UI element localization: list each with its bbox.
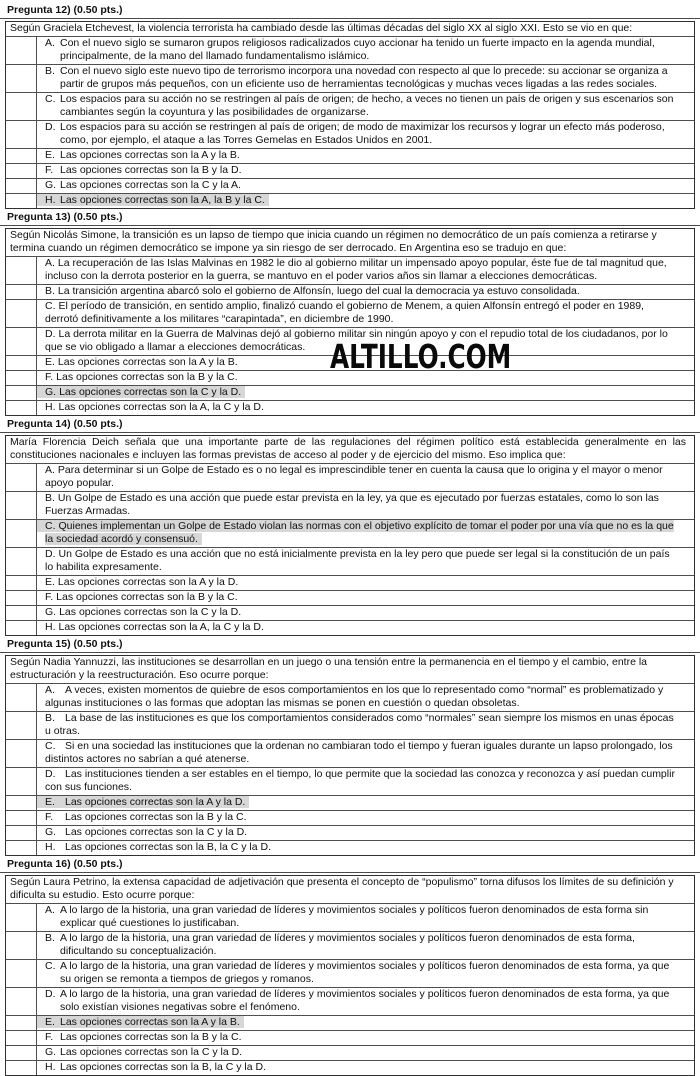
option-label: Las opciones correctas son la A y la D. xyxy=(57,576,239,588)
option-row xyxy=(6,684,694,712)
option-content xyxy=(45,300,644,325)
option-letter: D. xyxy=(45,328,56,340)
option-content xyxy=(45,1046,242,1058)
option-row xyxy=(6,768,694,796)
question-intro: Según Nicolás Simone, la transición es un lapso de tiempo que inicia cuando un régimen no democrático de un país comienza a retirarse y termina cuando un régimen democrático se impone ya sin riesgo de ser derrocado. En Argentina eso se tradujo en que: xyxy=(6,229,694,257)
option-label: Las opciones correctas son la B y la C. xyxy=(56,371,238,383)
option-row xyxy=(6,904,694,932)
option-label: La base de las instituciones es que los comportamientos considerados como “normales” sean siempre los mismos en unas épocas u otras. xyxy=(45,712,674,737)
option-label: Las opciones correctas son la C y la D. xyxy=(60,1046,243,1058)
option-marker-cell xyxy=(6,328,37,355)
option-content xyxy=(45,1061,266,1073)
option-text-cell xyxy=(37,179,694,193)
option-content xyxy=(45,371,238,383)
option-text-cell xyxy=(37,464,694,491)
option-label: A lo largo de la historia, una gran variedad de líderes y movimientos sociales y políticos fueron denominados de esta forma, dificultando su conceptualización. xyxy=(60,932,635,957)
option-letter: F. xyxy=(45,811,54,823)
option-content xyxy=(45,591,238,603)
option-row xyxy=(6,121,694,149)
option-letter: G. xyxy=(45,606,57,618)
option-content xyxy=(45,356,238,368)
option-row xyxy=(6,37,694,65)
option-row xyxy=(6,591,694,606)
option-text-cell xyxy=(37,93,694,120)
option-row xyxy=(6,257,694,285)
option-marker-cell xyxy=(6,492,37,519)
option-marker-cell xyxy=(6,621,37,635)
option-letter: E. xyxy=(45,1016,55,1028)
option-text-cell xyxy=(37,149,694,163)
option-marker-cell xyxy=(6,121,37,148)
option-letter: D. xyxy=(45,121,56,133)
option-row xyxy=(6,149,694,164)
option-marker-cell xyxy=(6,1061,37,1075)
option-label: Las opciones correctas son la A y la D. xyxy=(65,796,246,808)
question-intro: Según Nadia Yannuzzi, las instituciones se desarrollan en un juego o una tensión entre la permanencia en el tiempo y el cambio, entre la estructuración y la reestructuración. Eso ocurre porque: xyxy=(6,656,694,684)
option-letter: B. xyxy=(45,285,55,297)
option-row xyxy=(6,621,694,635)
option-text-cell xyxy=(37,65,694,92)
option-text-cell xyxy=(37,194,694,208)
option-letter: C. xyxy=(45,960,56,972)
option-text-cell xyxy=(37,1016,694,1030)
selected-answer-highlight xyxy=(45,796,245,808)
option-row xyxy=(6,1031,694,1046)
option-marker-cell xyxy=(6,194,37,208)
option-letter: G. xyxy=(45,826,57,838)
option-label: Quienes implementan un Golpe de Estado violan las normas con el objetivo explícito de tomar el poder por una vía que no es la que la sociedad acordó y consensuó. xyxy=(45,520,674,545)
option-marker-cell xyxy=(6,164,37,178)
question-intro: Según Graciela Etchevest, la violencia terrorista ha cambiado desde las últimas décadas del siglo XX al siglo XXI. Esto se vio en que: xyxy=(6,22,694,37)
option-marker-cell xyxy=(6,591,37,605)
option-marker-cell xyxy=(6,904,37,931)
option-label: Las opciones correctas son la C y la D. xyxy=(65,826,248,838)
option-letter: H. xyxy=(45,1061,56,1073)
option-marker-cell xyxy=(6,300,37,327)
option-text-cell xyxy=(37,606,694,620)
option-text-cell xyxy=(37,1061,694,1075)
option-content xyxy=(45,811,247,823)
option-row xyxy=(6,300,694,328)
option-label: A lo largo de la historia, una gran variedad de líderes y movimientos sociales y políticos fueron denominados de esta forma sin explicar qué cuestiones lo justificaban. xyxy=(60,904,649,929)
question-header: Pregunta 16) (0.50 pts.) xyxy=(0,857,700,873)
option-letter: A. xyxy=(45,684,55,696)
option-row xyxy=(6,464,694,492)
option-content xyxy=(45,841,271,853)
option-marker-cell xyxy=(6,988,37,1015)
option-text-cell xyxy=(37,386,694,400)
option-marker-cell xyxy=(6,386,37,400)
question-intro: Según Laura Petrino, la extensa capacidad de adjetivación que presenta el concepto de “populismo” torna difusos los límites de su definición y dificulta su estudio. Esto ocurre porque: xyxy=(6,876,694,904)
option-letter: F. xyxy=(45,1031,54,1043)
option-row xyxy=(6,841,694,855)
option-content xyxy=(45,401,264,413)
option-text-cell xyxy=(37,796,694,810)
option-letter: D. xyxy=(45,768,56,780)
option-row xyxy=(6,179,694,194)
option-row xyxy=(6,1046,694,1061)
option-row xyxy=(6,285,694,300)
option-marker-cell xyxy=(6,576,37,590)
option-letter: A. xyxy=(45,464,55,476)
option-text-cell xyxy=(37,740,694,767)
option-row xyxy=(6,988,694,1016)
question-table xyxy=(5,875,695,1076)
option-marker-cell xyxy=(6,65,37,92)
question-header: Pregunta 12) (0.50 pts.) xyxy=(0,3,700,19)
option-text-cell xyxy=(37,300,694,327)
option-text-cell xyxy=(37,121,694,148)
question-table xyxy=(5,228,695,416)
option-label: A veces, existen momentos de quiebre de esos comportamientos en los que lo representado como “normal” es problematizado y algunas instituciones o las formas que adoptan las mismas se ponen en cuestión o quedan obsoletas. xyxy=(45,684,664,709)
option-row xyxy=(6,606,694,621)
option-marker-cell xyxy=(6,93,37,120)
option-letter: B. xyxy=(45,65,55,77)
option-label: A lo largo de la historia, una gran variedad de líderes y movimientos sociales y políticos fueron denominados de esta forma, ya que su origen se remonta a tiempos de griegos y romanos. xyxy=(60,960,670,985)
option-text-cell xyxy=(37,257,694,284)
option-label: Las opciones correctas son la A, la B y la C. xyxy=(60,194,265,206)
option-label: Las opciones correctas son la C y la D. xyxy=(59,386,242,398)
option-letter: A. xyxy=(45,37,55,49)
option-label: Los espacios para su acción no se restringen al país de origen; de hecho, a veces no tienen un país de origen y sus escenarios son cambiantes según la coyuntura y las posibilidades de organizarse. xyxy=(60,93,674,118)
option-letter: G. xyxy=(45,1046,57,1058)
option-content xyxy=(45,576,238,588)
altillo-watermark: ALTILLO.COM xyxy=(330,337,512,376)
option-marker-cell xyxy=(6,684,37,711)
option-content xyxy=(45,464,663,489)
option-text-cell xyxy=(37,576,694,590)
option-label: Los espacios para su acción se restringen al país de origen; de modo de maximizar los recursos y lograr un efecto más poderoso, como, por ejemplo, el ataque a las Torres Gemelas en Estados Unidos en 2001. xyxy=(60,121,665,146)
option-label: Las opciones correctas son la A y la B. xyxy=(60,1016,240,1028)
option-text-cell xyxy=(37,768,694,795)
option-content xyxy=(45,548,670,573)
option-row xyxy=(6,93,694,121)
option-label: Las opciones correctas son la B, la C y la D. xyxy=(65,841,272,853)
option-label: Las opciones correctas son la B y la C. xyxy=(56,591,238,603)
option-marker-cell xyxy=(6,257,37,284)
option-content xyxy=(45,93,673,118)
option-row xyxy=(6,386,694,401)
option-label: Las opciones correctas son la B y la D. xyxy=(60,164,242,176)
option-label: El período de transición, en sentido amplio, finalizó cuando el gobierno de Menem, a quien Alfonsín entregó el poder en 1989, derrotó definitivamente a los militares “carapintada”, en diciembre de 1990. xyxy=(45,300,644,325)
option-content xyxy=(45,904,648,929)
question-table xyxy=(5,21,695,209)
option-label: Las opciones correctas son la A y la B. xyxy=(60,149,240,161)
option-row xyxy=(6,65,694,93)
option-text-cell xyxy=(37,621,694,635)
option-text-cell xyxy=(37,492,694,519)
option-content xyxy=(45,1031,242,1043)
option-text-cell xyxy=(37,841,694,855)
option-label: Las opciones correctas son la A, la C y la D. xyxy=(58,401,264,413)
option-marker-cell xyxy=(6,712,37,739)
option-content xyxy=(45,37,655,62)
option-text-cell xyxy=(37,1031,694,1045)
option-text-cell xyxy=(37,904,694,931)
option-letter: H. xyxy=(45,621,56,633)
option-row xyxy=(6,492,694,520)
option-label: La recuperación de las Islas Malvinas en 1982 le dio al gobierno militar un impensado apoyo popular, éste fue de tal magnitud que, incluso con la derrota posterior en la guerra, se mantuvo en el poder varios años sin llamar a elecciones democráticas. xyxy=(45,257,667,282)
option-letter: C. xyxy=(45,300,56,312)
option-marker-cell xyxy=(6,371,37,385)
option-label: Un Golpe de Estado es una acción que puede estar prevista en la ley, ya que es ejecutado por fuerzas estatales, como lo son las Fuerzas Armadas. xyxy=(45,492,659,517)
question-block xyxy=(5,857,695,1076)
option-letter: E. xyxy=(45,796,55,808)
option-marker-cell xyxy=(6,1031,37,1045)
option-label: A lo largo de la historia, una gran variedad de líderes y movimientos sociales y políticos fueron denominados de esta forma, ya que solo existían visiones negativas sobre el fenómeno. xyxy=(60,988,670,1013)
option-label: Las opciones correctas son la B y la C. xyxy=(60,1031,242,1043)
option-marker-cell xyxy=(6,740,37,767)
question-block xyxy=(5,210,695,416)
option-marker-cell xyxy=(6,37,37,64)
selected-answer-highlight xyxy=(45,386,241,398)
option-content xyxy=(45,164,242,176)
option-row xyxy=(6,712,694,740)
option-marker-cell xyxy=(6,606,37,620)
option-marker-cell xyxy=(6,796,37,810)
option-content xyxy=(45,712,674,737)
option-letter: D. xyxy=(45,988,56,1000)
option-row xyxy=(6,1016,694,1031)
option-letter: G. xyxy=(45,386,57,398)
option-text-cell xyxy=(37,591,694,605)
option-label: Con el nuevo siglo se sumaron grupos religiosos radicalizados cuyo accionar ha tenido un fuerte impacto en la agenda mundial, principalmente, de la mano del llamado fundamentalismo islámico. xyxy=(60,37,655,62)
question-header: Pregunta 14) (0.50 pts.) xyxy=(0,417,700,433)
option-marker-cell xyxy=(6,841,37,855)
question-table xyxy=(5,435,695,636)
option-text-cell xyxy=(37,164,694,178)
option-letter: G. xyxy=(45,179,57,191)
option-row xyxy=(6,826,694,841)
selected-answer-highlight xyxy=(45,520,674,545)
option-marker-cell xyxy=(6,932,37,959)
option-content xyxy=(45,492,659,517)
option-marker-cell xyxy=(6,960,37,987)
option-letter: D. xyxy=(45,548,56,560)
option-marker-cell xyxy=(6,179,37,193)
option-label: La derrota militar en la Guerra de Malvinas dejó al gobierno militar sin ningún apoyo y con el repudio total de los ciudadanos, por lo que se vio obligado a llamar a elecciones democráticas. xyxy=(45,328,668,353)
selected-answer-highlight xyxy=(45,194,265,206)
option-marker-cell xyxy=(6,826,37,840)
option-label: Si en una sociedad las instituciones que la ordenan no cambiaran todo el tiempo y fueran iguales durante un lapso prolongado, los distintos actores no sabrían a qué atenerse. xyxy=(45,740,673,765)
option-letter: B. xyxy=(45,932,55,944)
option-label: Las opciones correctas son la A y la B. xyxy=(57,356,238,368)
option-row xyxy=(6,1061,694,1075)
option-row xyxy=(6,194,694,208)
option-letter: F. xyxy=(45,591,54,603)
option-label: La transición argentina abarcó solo el gobierno de Alfonsín, luego del cual la democracia ya estuvo consolidada. xyxy=(57,285,580,297)
option-row xyxy=(6,164,694,179)
option-row xyxy=(6,548,694,576)
option-label: Las instituciones tienden a ser estables en el tiempo, lo que permite que la sociedad las conozca y reconozca y así puedan cumplir con sus funciones. xyxy=(45,768,675,793)
option-content xyxy=(45,684,663,709)
option-content xyxy=(45,257,667,282)
option-marker-cell xyxy=(6,520,37,547)
option-marker-cell xyxy=(6,1016,37,1030)
option-letter: F. xyxy=(45,164,54,176)
option-marker-cell xyxy=(6,1046,37,1060)
option-row xyxy=(6,520,694,548)
option-label: Las opciones correctas son la A, la C y la D. xyxy=(58,621,264,633)
option-text-cell xyxy=(37,285,694,299)
option-letter: B. xyxy=(45,712,55,724)
option-text-cell xyxy=(37,37,694,64)
option-marker-cell xyxy=(6,464,37,491)
option-marker-cell xyxy=(6,149,37,163)
option-row xyxy=(6,401,694,415)
question-block xyxy=(5,3,695,209)
option-letter: B. xyxy=(45,492,55,504)
option-text-cell xyxy=(37,548,694,575)
option-content xyxy=(45,988,669,1013)
option-content xyxy=(45,179,241,191)
option-letter: E. xyxy=(45,149,55,161)
option-letter: F. xyxy=(45,371,54,383)
option-content xyxy=(45,149,240,161)
option-letter: C. xyxy=(45,93,56,105)
option-letter: C. xyxy=(45,740,56,752)
selected-answer-highlight xyxy=(45,1016,240,1028)
option-label: Las opciones correctas son la B, la C y la D. xyxy=(60,1061,267,1073)
option-text-cell xyxy=(37,811,694,825)
option-letter: E. xyxy=(45,356,55,368)
option-text-cell xyxy=(37,1046,694,1060)
option-letter: C. xyxy=(45,520,56,532)
option-marker-cell xyxy=(6,401,37,415)
question-block xyxy=(5,417,695,636)
option-row xyxy=(6,932,694,960)
option-content xyxy=(45,960,669,985)
option-label: Un Golpe de Estado es una acción que no está inicialmente prevista en la ley pero que puede ser legal si la constitución de un país lo habilita expresamente. xyxy=(45,548,670,573)
question-block xyxy=(5,637,695,856)
question-header: Pregunta 15) (0.50 pts.) xyxy=(0,637,700,653)
option-marker-cell xyxy=(6,811,37,825)
option-letter: A. xyxy=(45,904,55,916)
option-letter: A. xyxy=(45,257,55,269)
option-marker-cell xyxy=(6,768,37,795)
option-label: Las opciones correctas son la B y la C. xyxy=(65,811,247,823)
option-row xyxy=(6,811,694,826)
option-label: Las opciones correctas son la C y la D. xyxy=(59,606,242,618)
question-table xyxy=(5,655,695,856)
option-marker-cell xyxy=(6,356,37,370)
option-content xyxy=(45,65,668,90)
option-text-cell xyxy=(37,520,694,547)
option-letter: H. xyxy=(45,401,56,413)
option-text-cell xyxy=(37,960,694,987)
option-label: Para determinar si un Golpe de Estado es o no legal es imprescindible tener en cuenta la causa que lo origina y el mayor o menor apoyo popular. xyxy=(45,464,663,489)
option-text-cell xyxy=(37,826,694,840)
option-marker-cell xyxy=(6,285,37,299)
option-letter: E. xyxy=(45,576,55,588)
option-content xyxy=(45,121,665,146)
option-label: Con el nuevo siglo este nuevo tipo de terrorismo incorpora una novedad con respecto al que lo precede: su accionar se organiza a partir de grupos más pequeños, con un eficiente uso de herramientas tecnológicas y muchas veces ligadas a las redes sociales. xyxy=(60,65,668,90)
question-header: Pregunta 13) (0.50 pts.) xyxy=(0,210,700,226)
option-content xyxy=(45,606,241,618)
option-row xyxy=(6,576,694,591)
option-content xyxy=(45,932,635,957)
option-row xyxy=(6,960,694,988)
question-intro: María Florencia Deich señala que una importante parte de las regulaciones del régimen político está establecida generalmente en las constituciones nacionales e incluyen las formas previstas de acceso al poder y de ejercicio del mismo. Eso implica que: xyxy=(6,436,694,464)
option-text-cell xyxy=(37,712,694,739)
option-content xyxy=(45,285,580,297)
option-text-cell xyxy=(37,684,694,711)
option-letter: H. xyxy=(45,841,56,853)
option-row xyxy=(6,796,694,811)
option-content xyxy=(45,768,675,793)
option-content xyxy=(45,740,673,765)
option-text-cell xyxy=(37,932,694,959)
option-content xyxy=(45,826,247,838)
option-marker-cell xyxy=(6,548,37,575)
option-text-cell xyxy=(37,401,694,415)
option-label: Las opciones correctas son la C y la A. xyxy=(60,179,241,191)
option-letter: H. xyxy=(45,194,56,206)
option-text-cell xyxy=(37,988,694,1015)
option-row xyxy=(6,740,694,768)
option-content xyxy=(45,621,264,633)
